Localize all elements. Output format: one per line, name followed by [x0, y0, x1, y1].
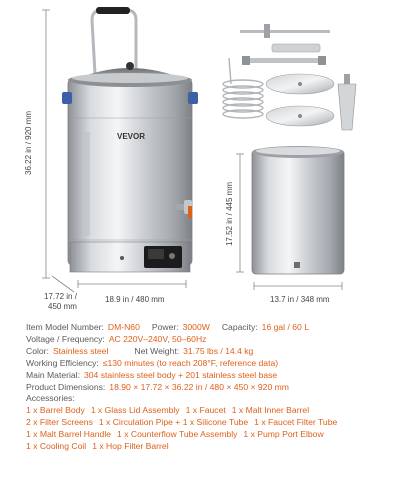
- accessory-item: 1 x Barrel Body: [26, 405, 85, 416]
- accessory-item: 1 x Counterflow Tube Assembly: [117, 429, 238, 440]
- voltage-label: Voltage / Frequency:: [26, 333, 105, 344]
- dims-label: Product Dimensions:: [26, 381, 106, 392]
- accessories-label: Accessories:: [26, 393, 75, 404]
- color-label: Color:: [26, 345, 49, 356]
- dims-value: 18.90 × 17.72 × 36.22 in / 480 × 450 × 920 mm: [109, 381, 289, 392]
- capacity-value: 16 gal / 60 L: [261, 322, 309, 332]
- accessory-item: 1 x Faucet Filter Tube: [254, 417, 338, 428]
- model-label: Item Model Number:: [26, 322, 104, 332]
- spec-row-accessories: [26, 393, 396, 405]
- accessory-item: 1 x Cooling Coil: [26, 441, 87, 452]
- width-barrel-label: 13.7 in / 348 mm: [270, 295, 330, 304]
- depth-main-label-line1: 17.72 in /: [44, 292, 77, 301]
- width-dimension-line: [78, 280, 186, 288]
- material-label: Main Material:: [26, 369, 80, 380]
- accessory-item: 1 x Circulation Pipe + 1 x Silicone Tube: [98, 417, 249, 428]
- accessory-item: 2 x Filter Screens: [26, 417, 93, 428]
- color-value: Stainless steel: [52, 345, 109, 356]
- accessories-line-3: [26, 429, 396, 441]
- height-main-label: 36.22 in / 920 mm: [24, 110, 33, 175]
- brand-logo: VEVOR: [117, 132, 146, 141]
- efficiency-value: ≤130 minutes (to reach 208°F, reference data): [102, 357, 279, 368]
- accessory-parts: [223, 24, 356, 130]
- power-value: 3000W: [182, 322, 210, 332]
- accessory-item: 1 x Malt Inner Barrel: [231, 405, 310, 416]
- accessory-item: 1 x Malt Barrel Handle: [26, 429, 112, 440]
- spec-row-dimensions: [26, 382, 396, 394]
- width-main-label: 18.9 in / 480 mm: [105, 295, 165, 304]
- accessory-item: 1 x Pump Port Elbow: [243, 429, 324, 440]
- weight-label: Net Weight:: [134, 345, 180, 356]
- accessories-line-4: [26, 441, 396, 453]
- accessory-item: 1 x Hop Filter Barrel: [92, 441, 169, 452]
- voltage-value: AC 220V–240V, 50–60Hz: [108, 333, 207, 344]
- depth-main-label-line2: 450 mm: [48, 302, 77, 311]
- material-value: 304 stainless steel body + 201 stainless steel base: [83, 369, 278, 380]
- barrel-height-dimension-line: [236, 154, 244, 272]
- malt-inner-barrel: [252, 146, 344, 274]
- spec-row-model: [26, 322, 396, 334]
- spec-row-voltage: [26, 334, 396, 346]
- accessory-item: 1 x Faucet: [185, 405, 226, 416]
- accessories-line-1: [26, 405, 396, 417]
- accessory-item: 1 x Glass Lid Assembly: [90, 405, 180, 416]
- accessories-line-2: [26, 417, 396, 429]
- depth-dimension-line: [52, 276, 74, 292]
- weight-value: 31.75 lbs / 14.4 kg: [183, 345, 254, 356]
- model-value: DM-N60: [107, 322, 140, 332]
- barrel-width-dimension-line: [254, 282, 342, 290]
- height-dimension-line: [42, 10, 50, 278]
- height-barrel-label: 17.52 in / 445 mm: [225, 181, 234, 247]
- spec-row-color: [26, 346, 396, 358]
- efficiency-label: Working Efficiency:: [26, 357, 99, 368]
- power-label: Power:: [151, 322, 179, 332]
- spec-list: [26, 322, 396, 453]
- capacity-label: Capacity:: [221, 322, 258, 332]
- spec-row-efficiency: [26, 358, 396, 370]
- spec-row-material: [26, 370, 396, 382]
